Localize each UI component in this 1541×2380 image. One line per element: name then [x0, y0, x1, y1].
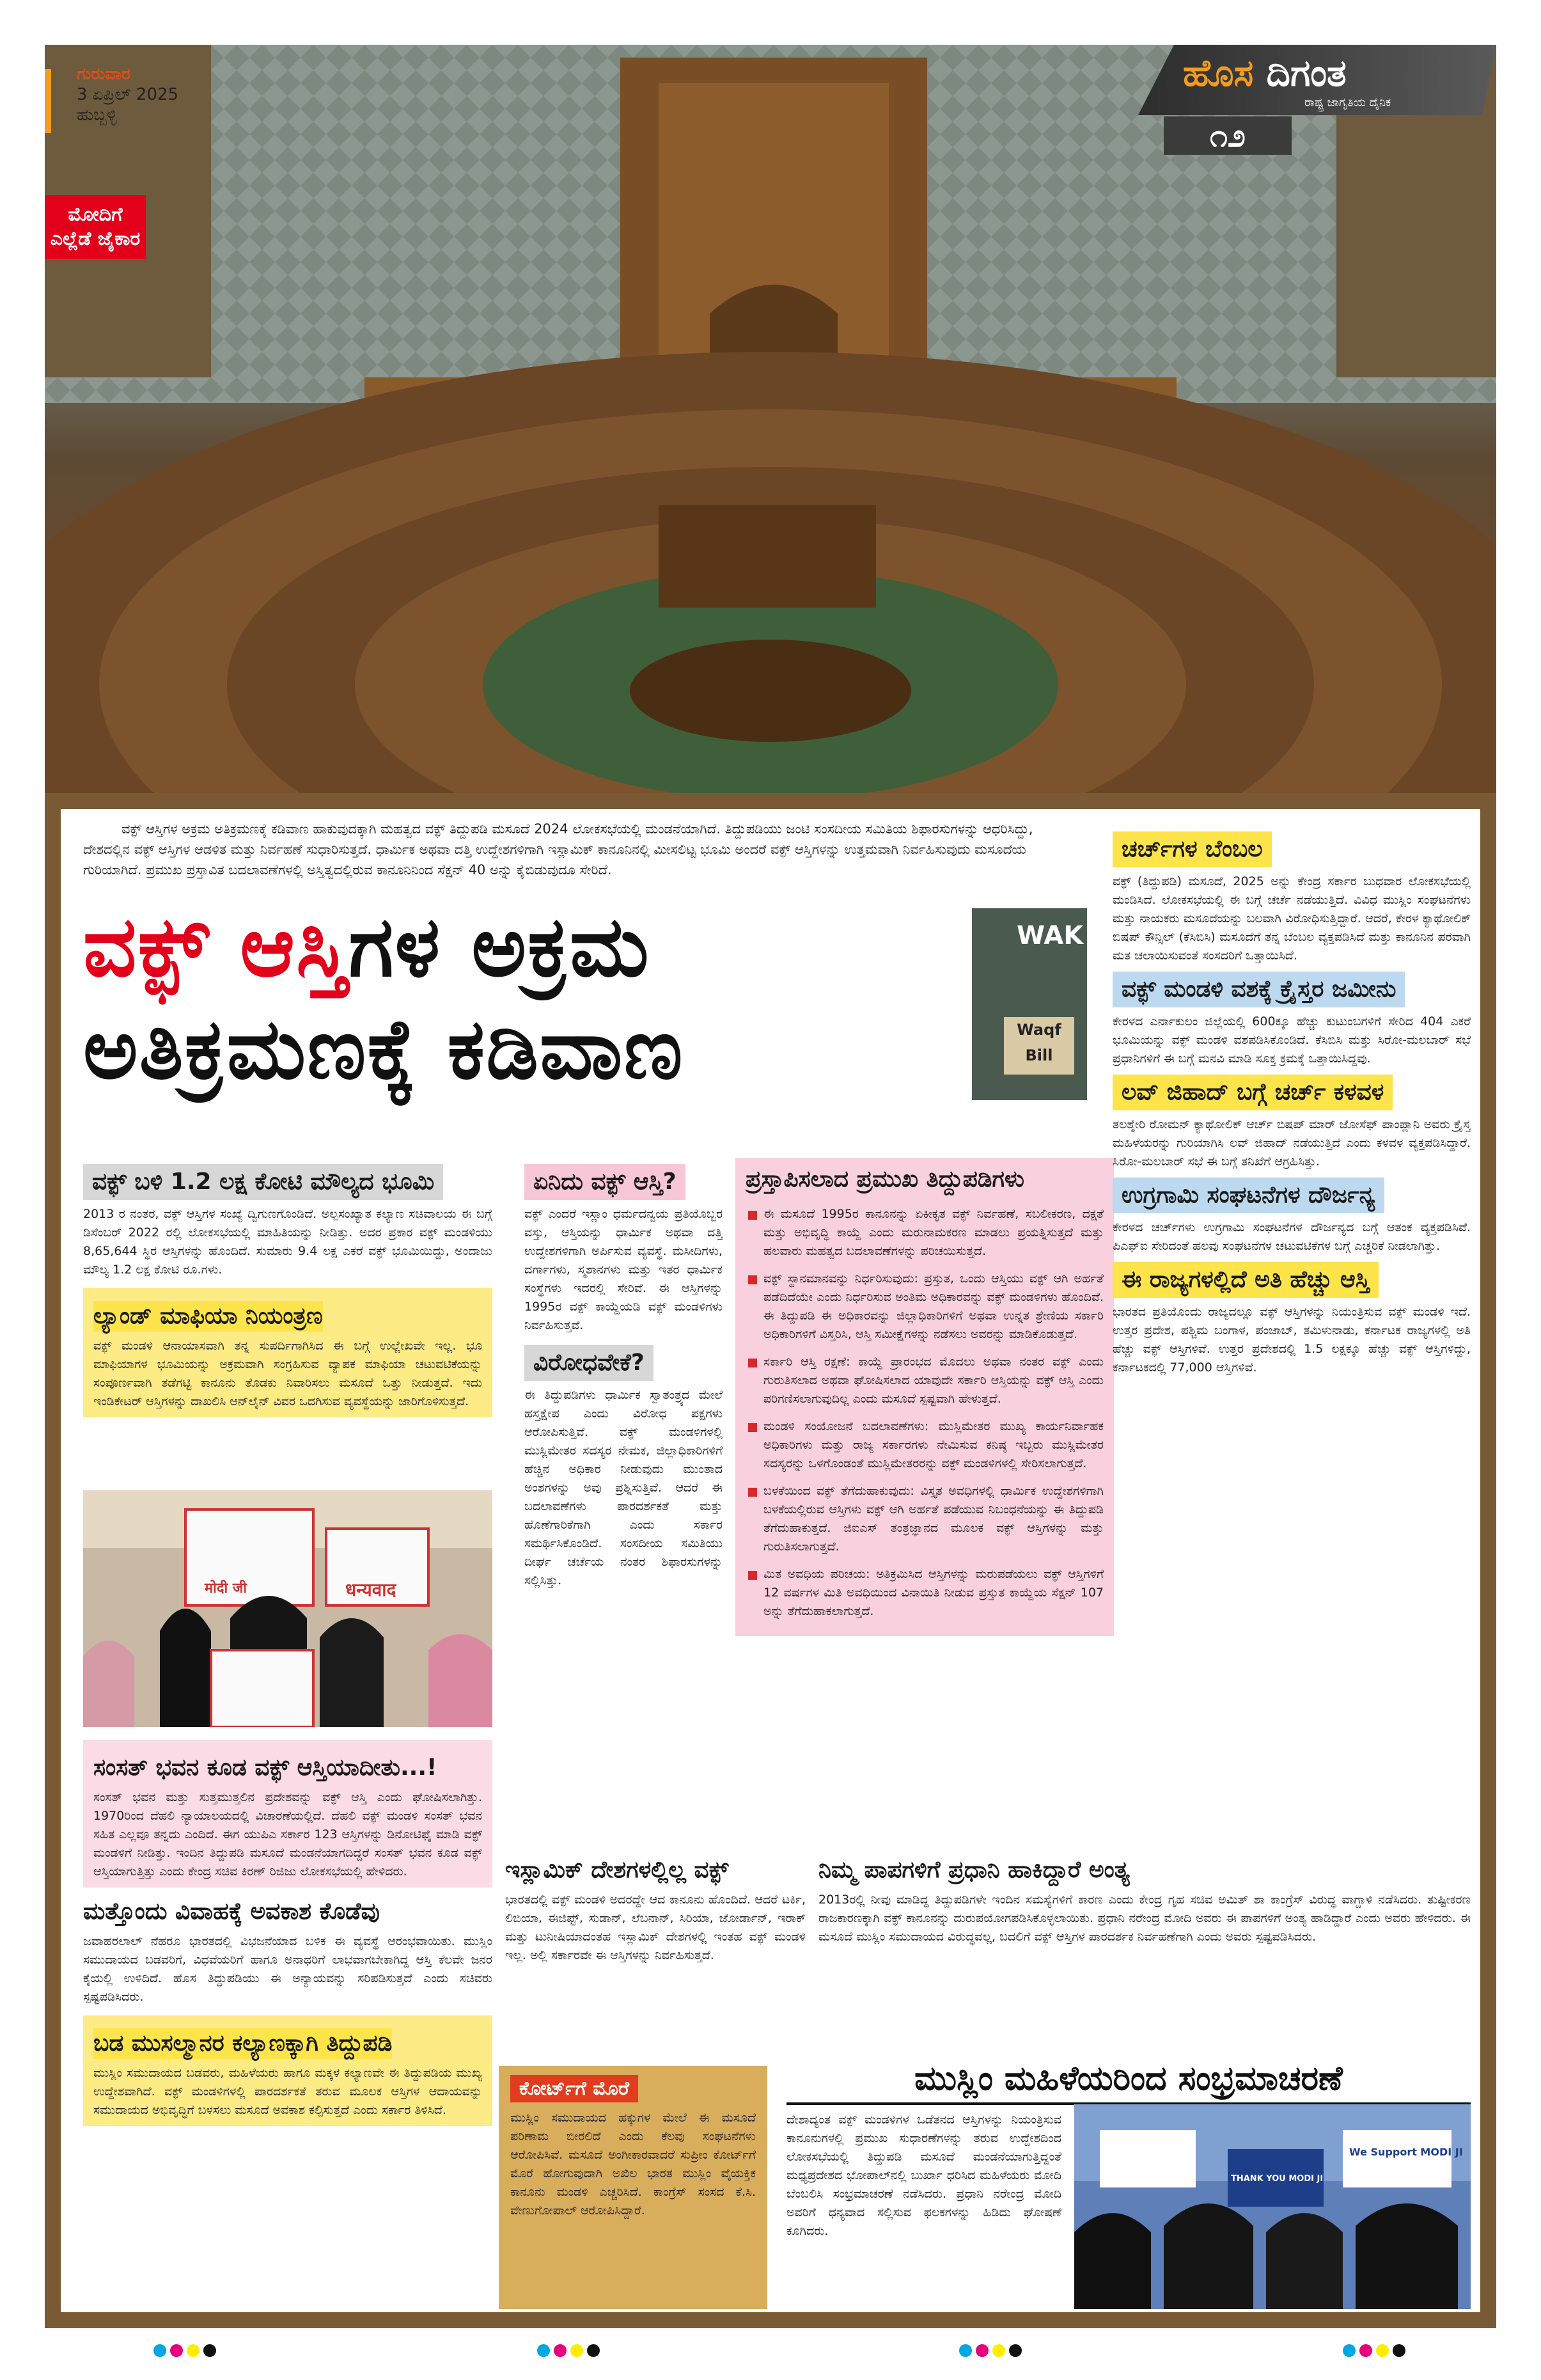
registration-dots-right: [1343, 2344, 1409, 2360]
placard-2-text: मोदी जी: [205, 1580, 247, 1596]
col1-s5-title: ಬಡ ಮುಸಲ್ಮಾನರ ಕಲ್ಯಾಣಕ್ಕಾಗಿ ತಿದ್ದುಪಡಿ: [93, 2028, 392, 2059]
right-s2-title: ವಕ್ಫ್ ಮಂಡಳಿ ವಶಕ್ಕೆ ಕ್ರೈಸ್ತರ ಜಮೀನು: [1113, 972, 1405, 1007]
right-s4-body: ಕೇರಳದ ಚರ್ಚ್‌ಗಳು ಉಗ್ರಗಾಮಿ ಸಂಘಟನೆಗಳ ದೌರ್ಜನ್ಯದ ಬಗ್ಗೆ ಆತಂಕ ವ್ಯಕ್ತಪಡಿಸಿವೆ. ಪಿಎಫ್‌ಐ ಸೇರಿದಂತೆ ಹಲವು ಸಂಘಟನೆಗಳ ಚಟುವಟಿಕೆಗಳ ಬಗ್ಗೆ ಎಚ್ಚರಿಕೆ ನೀಡಲಾಗಿತ್ತು.: [1113, 1220, 1471, 1253]
modi-title: ನಿಮ್ಮ ಪಾಪಗಳಿಗೆ ಪ್ರಧಾನಿ ಹಾಕಿದ್ದಾರೆ ಅಂತ್ಯ: [818, 1857, 1130, 1883]
waqf-img-label-3: Bill: [1025, 1046, 1053, 1064]
date-city: ಹುಬ್ಬಳ್ಳಿ: [77, 106, 117, 125]
waqf-bill-photo: [972, 908, 1087, 1100]
islamic-countries-section: [505, 1848, 806, 1965]
celebration-illustration: [1074, 2104, 1471, 2309]
date-value: 3 ಏಪ್ರಿಲ್ 2025: [77, 85, 179, 104]
amendment-item: ಈ ಮಸೂದೆ 1995ರ ಕಾನೂನನ್ನು ಏಕೀಕೃತ ವಕ್ಫ್ ನಿರ್ವಹಣೆ, ಸಬಲೀಕರಣ, ದಕ್ಷತೆ ಮತ್ತು ಅಭಿವೃದ್ಧಿ ಕಾಯ್ದೆ ಎಂದು ಮರುನಾಮಕರಣ ಮಾಡಲು ಪ್ರಯತ್ನಿಸುತ್ತದೆ ಮತ್ತು ಹಲವಾರು ಮಹತ್ವದ ಬದಲಾವಣೆಗಳನ್ನು ಪರಿಚಯಿಸುತ್ತದೆ.: [746, 1205, 1104, 1261]
registration-dots-mid-right: [959, 2344, 1026, 2360]
right-s1-title: ಚರ್ಚ್‌ಗಳ ಬೆಂಬಲ: [1113, 831, 1272, 867]
right-s2-body: ಕೇರಳದ ಎರ್ನಾಕುಲಂ ಜಿಲ್ಲೆಯಲ್ಲಿ 600ಕ್ಕೂ ಹೆಚ್ಚು ಕುಟುಂಬಗಳಿಗೆ ಸೇರಿದ 404 ಎಕರೆ ಭೂಮಿಯನ್ನು ವಕ್ಫ್ ಮಂಡಳಿ ವಶಪಡಿಸಿಕೊಂಡಿದೆ. ಕೆಸಿಬಿಸಿ ಮತ್ತು ಸಿರೋ-ಮಲಬಾರ್ ಸಭೆ ಪ್ರಧಾನಿಗಳಿಗೆ ಈ ಬಗ್ಗೆ ಮನವಿ ಮಾಡಿ ಸೂಕ್ತ ಕ್ರಮಕ್ಕೆ ಒತ್ತಾಯಿಸಿದ್ದವು.: [1113, 1014, 1471, 1066]
col1-s2-body: ವಕ್ಫ್ ಮಂಡಳಿ ಆನಾಯಾಸವಾಗಿ ತನ್ನ ಸುಪರ್ದಿಗಾಗಿಸಿದ ಈ ಬಗ್ಗೆ ಉಲ್ಲೇಖವೇ ಇಲ್ಲ. ಭೂ ಮಾಫಿಯಾಗಳ ಭೂಮಿಯನ್ನು ಅಕ್ರಮವಾಗಿ ಸಂಗ್ರಹಿಸುವ ವ್ಯಾಪಕ ಮಾಫಿಯಾ ಚಟುವಟಿಕೆಯನ್ನು ಸಂಪೂರ್ಣವಾಗಿ ತಡೆಗಟ್ಟಿ ಕಾನೂನು ತೊಡಕು ನಿವಾರಿಸಲು ಮಸೂದೆ ಒತ್ತು ನೀಡುತ್ತದೆ. ಇದು ಇಂಡಿಕೇಟರ್ ಆಸ್ತಿಗಳನ್ನು ದಾಖಲಿಸಿ ಆನ್‌ಲೈನ್ ವಿವರ ಒದಗಿಸುವ ವ್ಯವಸ್ಥೆಯನ್ನು ಜಾರಿಗೊಳಿಸುತ್ತದೆ.: [93, 1339, 482, 1408]
court-title: ಕೋರ್ಟ್‌ಗೆ ಮೊರೆ: [510, 2075, 638, 2102]
dot-magenta: [170, 2344, 183, 2357]
amendment-item: ಮಿತ ಅವಧಿಯ ಪರಿಚಯ: ಅತಿಕ್ರಮಿಸಿದ ಆಸ್ತಿಗಳನ್ನು ಮರುಪಡೆಯಲು ವಕ್ಫ್ ಆಸ್ತಿಗಳಿಗೆ 12 ವರ್ಷಗಳ ಮಿತಿ ಅವಧಿಯಿಂದ ವಿನಾಯಿತಿ ನೀಡುವ ಪ್ರಸ್ತುತ ಕಾಯ್ದೆಯ ಸೆಕ್ಷನ್ 107 ಅನ್ನು ತೆಗೆದುಹಾಕಲಾಗುತ್ತದೆ.: [746, 1565, 1104, 1621]
right-s5-body: ಭಾರತದ ಪ್ರತಿಯೊಂದು ರಾಜ್ಯದಲ್ಲೂ ವಕ್ಫ್ ಆಸ್ತಿಗಳನ್ನು ನಿಯಂತ್ರಿಸುವ ವಕ್ಫ್ ಮಂಡಳಿ ಇದೆ. ಉತ್ತರ ಪ್ರದೇಶ, ಪಶ್ಚಿಮ ಬಂಗಾಳ, ಪಂಜಾಬ್, ತಮಿಳುನಾಡು, ಕರ್ನಾಟಕ ರಾಜ್ಯಗಳಲ್ಲಿ ಅತಿ ಹೆಚ್ಚು ವಕ್ಫ್ ಆಸ್ತಿಗಳಿವೆ. ಉತ್ತರ ಪ್ರದೇಶದಲ್ಲಿ 1.5 ಲಕ್ಷಕ್ಕೂ ಹೆಚ್ಚು ವಕ್ಫ್ ಆಸ್ತಿಗಳಿದ್ದು, ಕರ್ನಾಟಕದಲ್ಲಿ 77,000 ಆಸ್ತಿಗಳಿವೆ.: [1113, 1305, 1471, 1375]
col1-s3-title: ಸಂಸತ್ ಭವನ ಕೂಡ ವಕ್ಫ್ ಆಸ್ತಿಯಾದೀತು...!: [93, 1754, 437, 1781]
right-s5-title: ಈ ರಾಜ್ಯಗಳಲ್ಲಿದೆ ಅತಿ ಹೆಚ್ಚು ಆಸ್ತಿ: [1113, 1262, 1379, 1298]
hero-photo-parliament: [45, 45, 1496, 793]
col1-s5-body: ಮುಸ್ಲಿಂ ಸಮುದಾಯದ ಬಡವರು, ಮಹಿಳೆಯರು ಹಾಗೂ ಮಕ್ಕಳ ಕಲ್ಯಾಣವೇ ಈ ತಿದ್ದುಪಡಿಯ ಮುಖ್ಯ ಉದ್ದೇಶವಾಗಿದೆ. ವಕ್ಫ್ ಮಂಡಳಿಗಳಲ್ಲಿ ಪಾರದರ್ಶಕತೆ ತರುವ ಮೂಲಕ ಆಸ್ತಿಗಳ ಆದಾಯವನ್ನು ಸಮುದಾಯದ ಅಭಿವೃದ್ಧಿಗೆ ಬಳಸಲು ಮಸೂದೆ ಅವಕಾಶ ಕಲ್ಪಿಸುತ್ತದೆ ಎಂದು ಸರ್ಕಾರ ತಿಳಿಸಿದೆ.: [93, 2066, 482, 2117]
logo-first: ಹೊಸ: [1183, 51, 1254, 95]
date-day: ಗುರುವಾರ: [77, 65, 130, 84]
logo-rest: ದಿಗಂತ: [1253, 51, 1347, 95]
col1-s4-body: ಜವಾಹರಲಾಲ್ ನೆಹರೂ ಭಾರತದಲ್ಲಿ ವಿಭಜನೆಯಾದ ಬಳಿಕ ಈ ವ್ಯವಸ್ಥೆ ಆರಂಭವಾಯಿತು. ಮುಸ್ಲಿಂ ಸಮುದಾಯದ ಬಡವರಿಗೆ, ವಿಧವೆಯರಿಗೆ ಹಾಗೂ ಅನಾಥರಿಗೆ ಲಾಭವಾಗಬೇಕಾಗಿದ್ದ ಆಸ್ತಿ ಕೆಲವೇ ಜನರ ಕೈಯಲ್ಲಿ ಉಳಿದಿದೆ. ಹೊಸ ತಿದ್ದುಪಡಿಯು ಈ ಅನ್ಯಾಯವನ್ನು ಸರಿಪಡಿಸುತ್ತದೆ ಎಂದು ಸಚಿವರು ಸ್ಪಷ್ಟಪಡಿಸಿದರು.: [83, 1934, 492, 2004]
dot-magenta: [1359, 2344, 1372, 2357]
dot-yellow: [1376, 2344, 1389, 2357]
column-3-amendments: [735, 1158, 1114, 1636]
col2-s2-body: ಈ ತಿದ್ದುಪಡಿಗಳು ಧಾರ್ಮಿಕ ಸ್ವಾತಂತ್ರ್ಯದ ಮೇಲೆ ಹಸ್ತಕ್ಷೇಪ ಎಂದು ವಿರೋಧ ಪಕ್ಷಗಳು ಆರೋಪಿಸುತ್ತಿವೆ. ವಕ್ಫ್ ಮಂಡಳಿಗಳಲ್ಲಿ ಮುಸ್ಲಿಮೇತರ ಸದಸ್ಯರ ನೇಮಕ, ಜಿಲ್ಲಾಧಿಕಾರಿಗಳಿಗೆ ಹೆಚ್ಚಿನ ಅಧಿಕಾರ ನೀಡುವುದು ಮುಂತಾದ ಅಂಶಗಳನ್ನು ಅವು ಪ್ರಶ್ನಿಸುತ್ತಿವೆ. ಆದರೆ ಈ ಬದಲಾವಣೆಗಳು ಪಾರದರ್ಶಕತೆ ಮತ್ತು ಹೊಣೆಗಾರಿಕೆಗಾಗಿ ಎಂದು ಸರ್ಕಾರ ಸಮರ್ಥಿಸಿಕೊಂಡಿದೆ. ಸಂಸದೀಯ ಸಮಿತಿಯು ದೀರ್ಘ ಚರ್ಚೆಯ ನಂತರ ಶಿಫಾರಸುಗಳನ್ನು ಸಲ್ಲಿಸಿತ್ತು.: [524, 1388, 723, 1588]
islamic-body: ಭಾರತದಲ್ಲಿ ವಕ್ಫ್ ಮಂಡಳಿ ಅದರದ್ದೇ ಆದ ಕಾನೂನು ಹೊಂದಿದೆ. ಆದರೆ ಟರ್ಕಿ, ಲಿಬಿಯಾ, ಈಜಿಪ್ಟ್, ಸುಡಾನ್, ಲೆಬನಾನ್, ಸಿರಿಯಾ, ಜೋರ್ಡಾನ್, ಇರಾಕ್ ಮತ್ತು ಟುನೀಷಿಯಾದಂತಹ ಇಸ್ಲಾಮಿಕ್ ದೇಶಗಳಲ್ಲಿ ಇಂತಹ ವಕ್ಫ್ ಮಂಡಳಿ ಇಲ್ಲ. ಅಲ್ಲಿ ಸರ್ಕಾರವೇ ಈ ಆಸ್ತಿಗಳನ್ನು ನಿರ್ವಹಿಸುತ್ತದೆ.: [505, 1893, 806, 1962]
registration-dots-left: [153, 2344, 220, 2360]
dot-yellow: [570, 2344, 583, 2357]
protest-photo: [83, 1490, 492, 1727]
column-2: [524, 1158, 723, 1590]
dot-magenta: [554, 2344, 567, 2357]
waqf-img-label-2: Waqf: [1017, 1021, 1061, 1039]
headline-line1: ಗಳ ಅಕ್ರಮ: [348, 898, 650, 995]
intro-paragraph: ವಕ್ಫ್ ಆಸ್ತಿಗಳ ಅಕ್ರಮ ಅತಿಕ್ರಮಣಕ್ಕೆ ಕಡಿವಾಣ ಹಾಕುವುದಕ್ಕಾಗಿ ಮಹತ್ವದ ವಕ್ಫ್ ತಿದ್ದುಪಡಿ ಮಸೂದೆ 2024 ಲೋಕಸಭೆಯಲ್ಲಿ ಮಂಡನೆಯಾಗಿದೆ. ತಿದ್ದುಪಡಿಯು ಜಂಟಿ ಸಂಸದೀಯ ಸಮಿತಿಯ ಶಿಫಾರಸುಗಳನ್ನು ಆಧರಿಸಿದ್ದು, ದೇಶದಲ್ಲಿನ ವಕ್ಫ್ ಆಸ್ತಿಗಳ ಆಡಳಿತ ಮತ್ತು ನಿರ್ವಹಣೆ ಸುಧಾರಿಸುತ್ತದೆ. ಧಾರ್ಮಿಕ ಅಥವಾ ದತ್ತಿ ಉದ್ದೇಶಗಳಿಗಾಗಿ ಇಸ್ಲಾಮಿಕ್ ಕಾನೂನಿನಲ್ಲಿ ಮೀಸಲಿಟ್ಟ ಭೂಮಿ ಅಂದರೆ ವಕ್ಫ್ ಆಸ್ತಿಗಳನ್ನು ಉತ್ತಮವಾಗಿ ನಿರ್ವಹಿಸುವುದು ಮಸೂದೆಯ ಗುರಿಯಾಗಿದೆ. ಪ್ರಮುಖ ಪ್ರಸ್ತಾವಿತ ಬದಲಾವಣೆಗಳಲ್ಲಿ ಅಸ್ತಿತ್ವದಲ್ಲಿರುವ ಕಾನೂನಿನಿಂದ ಸೆಕ್ಷನ್ 40 ಅನ್ನು ಕೈಬಿಡುವುದೂ ಸೇರಿದೆ.: [83, 821, 1033, 878]
court-body: ಮುಸ್ಲಿಂ ಸಮುದಾಯದ ಹಕ್ಕುಗಳ ಮೇಲೆ ಈ ಮಸೂದೆ ಪರಿಣಾಮ ಬೀರಲಿದೆ ಎಂದು ಕೆಲವು ಸಂಘಟನೆಗಳು ಆರೋಪಿಸಿವೆ. ಮಸೂದೆ ಅಂಗೀಕಾರವಾದರೆ ಸುಪ್ರೀಂ ಕೋರ್ಟ್‌ಗೆ ಮೊರೆ ಹೋಗುವುದಾಗಿ ಅಖಿಲ ಭಾರತ ಮುಸ್ಲಿಂ ವೈಯಕ್ತಿಕ ಕಾನೂನು ಮಂಡಳಿ ಎಚ್ಚರಿಸಿದೆ. ಕಾಂಗ್ರೆಸ್ ಸಂಸದ ಕೆ.ಸಿ. ವೇಣುಗೋಪಾಲ್ ಆರೋಪಿಸಿದ್ದಾರೆ.: [510, 2111, 756, 2218]
waqf-img-label-1: WAK: [1017, 921, 1084, 950]
dot-black: [587, 2344, 600, 2357]
masthead: [1138, 45, 1496, 154]
col1-s2-title: ಲ್ಯಾಂಡ್ ಮಾಫಿಯಾ ನಿಯಂತ್ರಣ: [93, 1301, 323, 1332]
col2-s2-title: ವಿರೋಧವೇಕೆ?: [524, 1345, 653, 1381]
right-s3-body: ತಲಶ್ಶೇರಿ ರೋಮನ್ ಕ್ಯಾಥೋಲಿಕ್ ಆರ್ಚ್ ಬಿಷಪ್ ಮಾರ್ ಜೋಸೆಫ್ ಪಾಂಪ್ಲಾನಿ ಅವರು ಕ್ರೈಸ್ತ ಮಹಿಳೆಯರನ್ನು ಗುರಿಯಾಗಿಸಿ ಲವ್ ಜಿಹಾದ್ ನಡೆಯುತ್ತಿದೆ ಎಂದು ಕಳವಳ ವ್ಯಕ್ತಪಡಿಸಿದ್ದಾರೆ. ಸಿರೋ-ಮಲಬಾರ್ ಸಭೆ ಈ ಬಗ್ಗೆ ತನಿಖೆಗೆ ಆಗ್ರಹಿಸಿತ್ತು.: [1113, 1117, 1471, 1169]
headline-line2: ಅತಿಕ್ರಮಣಕ್ಕೆ ಕಡಿವಾಣ: [83, 1000, 684, 1098]
col3-title: ಪ್ರಸ್ತಾಪಿಸಲಾದ ಪ್ರಮುಖ ತಿದ್ದುಪಡಿಗಳು: [746, 1166, 1024, 1192]
banner-1-text: We Support MODI JI: [1349, 2146, 1463, 2158]
islamic-title: ಇಸ್ಲಾಮಿಕ್ ದೇಶಗಳಲ್ಲಿಲ್ಲ ವಕ್ಫ್: [505, 1857, 729, 1883]
masthead-tagline: ರಾಷ್ಟ್ರ ಜಾಗೃತಿಯ ದೈನಿಕ: [1304, 96, 1391, 109]
waqf-bill-sign: [1004, 1017, 1074, 1075]
muslim-women-headline: ಮುಸ್ಲಿಂ ಮಹಿಳೆಯರಿಂದ ಸಂಭ್ರಮಾಚರಣೆ: [786, 2060, 1471, 2105]
registration-dots-mid-left: [537, 2344, 604, 2360]
banner-2-text: THANK YOU MODI JI: [1231, 2174, 1324, 2184]
col1-parliament-box: [83, 1740, 492, 1887]
muslim-women-body: ದೇಶಾದ್ಯಂತ ವಕ್ಫ್ ಮಂಡಳಿಗಳ ಒಡೆತನದ ಆಸ್ತಿಗಳನ್ನು ನಿಯಂತ್ರಿಸುವ ಕಾನೂನುಗಳಲ್ಲಿ ಪ್ರಮುಖ ಸುಧಾರಣೆಗಳನ್ನು ತರುವ ಉದ್ದೇಶದಿಂದ ಲೋಕಸಭೆಯಲ್ಲಿ ತಿದ್ದುಪಡಿ ಮಸೂದೆ ಮಂಡನೆಯಾಗುತ್ತಿದ್ದಂತೆ ಮಧ್ಯಪ್ರದೇಶದ ಭೋಪಾಲ್‌ನಲ್ಲಿ ಬುರ್ಖಾ ಧರಿಸಿದ ಮಹಿಳೆಯರು ಮೋದಿ ಬೆಂಬಲಿಸಿ ಸಂಭ್ರಮಾಚರಣೆ ನಡೆಸಿದರು. ಪ್ರಧಾನಿ ನರೇಂದ್ರ ಮೋದಿ ಅವರಿಗೆ ಧನ್ಯವಾದ ಸಲ್ಲಿಸುವ ಫಲಕಗಳನ್ನು ಹಿಡಿದು ಘೋಷಣೆ ಕೂಗಿದರು.: [786, 2113, 1061, 2238]
dot-cyan: [1343, 2344, 1356, 2357]
col2-s1-body: ವಕ್ಫ್ ಎಂದರೆ ಇಸ್ಲಾಂ ಧರ್ಮದನ್ವಯ ಪ್ರತಿಯೊಬ್ಬರ ವಸ್ತು, ಆಸ್ತಿಯನ್ನು ಧಾರ್ಮಿಕ ಅಥವಾ ದತ್ತಿ ಉದ್ದೇಶಗಳಿಗಾಗಿ ಅರ್ಪಿಸುವ ವ್ಯವಸ್ಥೆ. ಮಸೀದಿಗಳು, ದರ್ಗಾಗಳು, ಸ್ಮಶಾನಗಳು ಮತ್ತು ಇತರ ಧಾರ್ಮಿಕ ಸಂಸ್ಥೆಗಳು ಇದರಲ್ಲಿ ಸೇರಿವೆ. ಈ ಆಸ್ತಿಗಳನ್ನು 1995ರ ವಕ್ಫ್ ಕಾಯ್ದೆಯಡಿ ವಕ್ಫ್ ಮಂಡಳಿಗಳು ನಿರ್ವಹಿಸುತ್ತವೆ.: [524, 1207, 723, 1332]
modi-section: [818, 1848, 1471, 1946]
masthead-logo: [1183, 51, 1347, 95]
celebration-photo: [1074, 2104, 1471, 2309]
side-tag: ಮೋದಿಗೆ ಎಲ್ಲೆಡೆ ಜೈಕಾರ: [45, 195, 146, 259]
amendment-item: ಸರ್ಕಾರಿ ಆಸ್ತಿ ರಕ್ಷಣೆ: ಕಾಯ್ದೆ ಪ್ರಾರಂಭದ ಮೊದಲು ಅಥವಾ ನಂತರ ವಕ್ಫ್ ಎಂದು ಗುರುತಿಸಲಾದ ಅಥವಾ ಘೋಷಿಸಲಾದ ಯಾವುದೇ ಸರ್ಕಾರಿ ಆಸ್ತಿಯನ್ನು ವಕ್ಫ್ ಆಸ್ತಿ ಎಂದು ಪರಿಗಣಿಸಲಾಗುವುದಿಲ್ಲ ಎಂದು ಮಸೂದೆ ಸ್ಪಷ್ಟವಾಗಿ ಹೇಳುತ್ತದೆ.: [746, 1353, 1104, 1408]
amendment-item: ಮಂಡಳಿ ಸಂಯೋಜನೆ ಬದಲಾವಣೆಗಳು: ಮುಸ್ಲಿಮೇತರ ಮುಖ್ಯ ಕಾರ್ಯನಿರ್ವಾಹಕ ಅಧಿಕಾರಿಗಳು ಮತ್ತು ರಾಜ್ಯ ಸರ್ಕಾರಗಳು ನೇಮಿಸುವ ಕನಿಷ್ಠ ಇಬ್ಬರು ಮುಸ್ಲಿಮೇತರ ಸದಸ್ಯರನ್ನು ಒಳಗೊಂಡಂತೆ ಮುಸ್ಲಿಮೇತರರನ್ನು ವಕ್ಫ್ ಮಂಡಳಿಗಳಲ್ಲಿ ಸೇರಿಸಲಾಗುತ್ತದೆ.: [746, 1417, 1104, 1473]
page-number: ೧೨: [1164, 116, 1292, 155]
dot-black: [1009, 2344, 1022, 2357]
date-block: [45, 64, 211, 125]
col1-welfare-box: [83, 2015, 492, 2126]
col1-s4-title: ಮತ್ತೊಂದು ವಿವಾಹಕ್ಕೆ ಅವಕಾಶ ಕೊಡೆವು: [83, 1898, 380, 1925]
right-s3-title: ಲವ್ ಜಿಹಾದ್ ಬಗ್ಗೆ ಚರ್ಚ್ ಕಳವಳ: [1113, 1075, 1393, 1110]
modi-body: 2013ರಲ್ಲಿ ನೀವು ಮಾಡಿದ್ದ ತಿದ್ದುಪಡಿಗಳೇ ಇಂದಿನ ಸಮಸ್ಯೆಗಳಿಗೆ ಕಾರಣ ಎಂದು ಕೇಂದ್ರ ಗೃಹ ಸಚಿವ ಅಮಿತ್ ಶಾ ಕಾಂಗ್ರೆಸ್ ವಿರುದ್ಧ ವಾಗ್ದಾಳಿ ನಡೆಸಿದರು. ತುಷ್ಟೀಕರಣ ರಾಜಕಾರಣಕ್ಕಾಗಿ ವಕ್ಫ್ ಕಾನೂನನ್ನು ದುರುಪಯೋಗಪಡಿಸಿಕೊಳ್ಳಲಾಯಿತು. ಪ್ರಧಾನಿ ನರೇಂದ್ರ ಮೋದಿ ಅವರು ಈ ಪಾಪಗಳಿಗೆ ಅಂತ್ಯ ಹಾಡಿದ್ದಾರೆ ಎಂದು ಅವರು ಹೇಳಿದರು. ಈ ಮಸೂದೆ ಮುಸ್ಲಿಂ ಸಮುದಾಯದ ವಿರುದ್ಧವಲ್ಲ, ಬದಲಿಗೆ ವಕ್ಫ್ ಆಸ್ತಿಗಳ ಪಾರದರ್ಶಕ ನಿರ್ವಹಣೆಗಾಗಿ ಎಂದು ಅವರು ಸ್ಪಷ್ಟಪಡಿಸಿದರು.: [818, 1893, 1471, 1944]
right-s4-title: ಉಗ್ರಗಾಮಿ ಸಂಘಟನೆಗಳ ದೌರ್ಜನ್ಯ: [1113, 1178, 1384, 1213]
dot-black: [203, 2344, 216, 2357]
placard-1-text: धन्यवाद: [345, 1579, 396, 1600]
column-1-lower: [83, 1740, 492, 2126]
court-box: [499, 2066, 767, 2309]
col1-s3-body: ಸಂಸತ್ ಭವನ ಮತ್ತು ಸುತ್ತಮುತ್ತಲಿನ ಪ್ರದೇಶವನ್ನು ವಕ್ಫ್ ಆಸ್ತಿ ಎಂದು ಘೋಷಿಸಲಾಗಿತ್ತು. 1970ರಿಂದ ದೆಹಲಿ ನ್ಯಾಯಾಲಯದಲ್ಲಿ ವಿಚಾರಣೆಯಲ್ಲಿದೆ. ದೆಹಲಿ ವಕ್ಫ್ ಮಂಡಳಿ ಸಂಸತ್ ಭವನ ಸಹಿತ ಎಲ್ಲವೂ ತನ್ನದು ಎಂದಿದೆ. ಈಗ ಯುಪಿಎ ಸರ್ಕಾರ 123 ಆಸ್ತಿಗಳನ್ನು ಡಿನೋಟಿಫೈ ಮಾಡಿ ವಕ್ಫ್ ಮಂಡಳಿಗೆ ನೀಡಿತ್ತು. ಇಂದಿನ ತಿದ್ದುಪಡಿ ಮಸೂದೆ ಮಂಡನೆಯಾಗದಿದ್ದರೆ ಸಂಸತ್ ಭವನ ಕೂಡ ವಕ್ಫ್ ಆಸ್ತಿಯಾಗುತ್ತಿತ್ತು ಎಂದು ಕೇಂದ್ರ ಸಚಿವ ಕಿರಣ್ ರಿಜಿಜು ಲೋಕಸಭೆಯಲ್ಲಿ ಹೇಳಿದರು.: [93, 1790, 482, 1879]
right-column: [1113, 825, 1471, 1377]
column-1: [83, 1158, 492, 1417]
col2-s1-title: ಏನಿದು ವಕ್ಫ್ ಆಸ್ತಿ?: [524, 1164, 685, 1200]
dot-yellow: [187, 2344, 199, 2357]
dot-yellow: [992, 2344, 1005, 2357]
headline-red: ವಕ್ಫ್ ಆಸ್ತಿ: [83, 898, 349, 995]
col1-s1-title: ವಕ್ಫ್ ಬಳಿ 1.2 ಲಕ್ಷ ಕೋಟಿ ಮೌಲ್ಯದ ಭೂಮಿ: [83, 1164, 443, 1200]
dot-magenta: [976, 2344, 989, 2357]
dot-black: [1393, 2344, 1405, 2357]
amendment-item: ಬಳಕೆಯಿಂದ ವಕ್ಫ್ ತೆಗೆದುಹಾಕುವುದು: ವಿಸ್ತೃತ ಅವಧಿಗಳಲ್ಲಿ ಧಾರ್ಮಿಕ ಉದ್ದೇಶಗಳಿಗಾಗಿ ಬಳಕೆಯಲ್ಲಿರುವ ಆಸ್ತಿಗಳು ವಕ್ಫ್ ಆಗಿ ಅರ್ಹತೆ ಪಡೆಯುವ ನಿಬಂಧನೆಯನ್ನು ಈ ತಿದ್ದುಪಡಿ ತೆಗೆದುಹಾಕುತ್ತದೆ. ಜಿಐಎಸ್ ತಂತ್ರಜ್ಞಾನದ ಮೂಲಕ ವಕ್ಫ್ ಆಸ್ತಿಗಳನ್ನು ಮತ್ತು ಗುರುತಿಸಲಾಗುತ್ತದೆ.: [746, 1482, 1104, 1556]
right-s1-body: ವಕ್ಫ್ (ತಿದ್ದುಪಡಿ) ಮಸೂದೆ, 2025 ಅನ್ನು ಕೇಂದ್ರ ಸರ್ಕಾರ ಬುಧವಾರ ಲೋಕಸಭೆಯಲ್ಲಿ ಮಂಡಿಸಿದೆ. ಲೋಕಸಭೆಯಲ್ಲಿ ಈ ಬಗ್ಗೆ ಚರ್ಚೆ ನಡೆಯುತ್ತಿದೆ. ವಿವಿಧ ಮುಸ್ಲಿಂ ಸಂಘಟನೆಗಳು ಮತ್ತು ನಾಯಕರು ಮಸೂದೆಯನ್ನು ಬಲವಾಗಿ ವಿರೋಧಿಸುತ್ತಿದ್ದಾರೆ. ಆದರೆ, ಕೇರಳ ಕ್ಯಾಥೋಲಿಕ್ ಬಿಷಪ್ ಕೌನ್ಸಿಲ್ (ಕೆಸಿಬಿಸಿ) ಮಸೂದೆಗೆ ತನ್ನ ಬೆಂಬಲ ವ್ಯಕ್ತಪಡಿಸಿದೆ ಮತ್ತು ಕಾನೂನಿನ ಪರವಾಗಿ ಮತ ಚಲಾಯಿಸುವಂತೆ ಸಂಸದರಿಗೆ ಒತ್ತಾಯಿಸಿದೆ.: [1113, 874, 1471, 963]
protest-illustration: [83, 1490, 492, 1727]
col1-land-mafia-box: [83, 1288, 492, 1417]
parliament-chamber-illustration: [45, 45, 1496, 793]
dot-cyan: [537, 2344, 550, 2357]
dot-cyan: [153, 2344, 166, 2357]
col1-s1-body: 2013 ರ ನಂತರ, ವಕ್ಫ್ ಆಸ್ತಿಗಳ ಸಂಖ್ಯೆ ದ್ವಿಗುಣಗೊಂಡಿದೆ. ಅಲ್ಪಸಂಖ್ಯಾತ ಕಲ್ಯಾಣ ಸಚಿವಾಲಯ ಈ ಬಗ್ಗೆ ಡಿಸೆಂಬರ್ 2022 ರಲ್ಲಿ ಲೋಕಸಭೆಯಲ್ಲಿ ಮಾಹಿತಿಯನ್ನು ನೀಡಿತ್ತು. ಅದರ ಪ್ರಕಾರ ವಕ್ಫ್ ಮಂಡಳಿಯು 8,65,644 ಸ್ಥಿರ ಆಸ್ತಿಗಳನ್ನು ಹೊಂದಿದೆ. ಸುಮಾರು 9.4 ಲಕ್ಷ ಎಕರೆ ವಕ್ಫ್ ಭೂಮಿಯಿದ್ದು, ಅಂದಾಜು ಮೌಲ್ಯ 1.2 ಲಕ್ಷ ಕೋಟಿ ರೂ.ಗಳು.: [83, 1207, 492, 1277]
dot-cyan: [959, 2344, 972, 2357]
amendment-item: ವಕ್ಫ್ ಸ್ಥಾನಮಾನವನ್ನು ನಿರ್ಧರಿಸುವುದು: ಪ್ರಸ್ತುತ, ಒಂದು ಆಸ್ತಿಯು ವಕ್ಫ್ ಆಗಿ ಅರ್ಹತೆ ಪಡೆದಿದೆಯೇ ಎಂದು ನಿರ್ಧರಿಸುವ ಅಂತಿಮ ಅಧಿಕಾರವನ್ನು ವಕ್ಫ್ ಮಂಡಳಿಗಳು ಹೊಂದಿವೆ. ಈ ತಿದ್ದುಪಡಿ ಈ ಅಧಿಕಾರವನ್ನು ಜಿಲ್ಲಾಧಿಕಾರಿಗಳಿಗೆ ಅಥವಾ ಉನ್ನತ ಶ್ರೇಣಿಯ ಸರ್ಕಾರಿ ಅಧಿಕಾರಿಗಳಿಗೆ ವಿಸ್ತರಿಸಿ, ಆಸ್ತಿ ಸಮೀಕ್ಷೆಗಳನ್ನು ನಡೆಸಲು ಅವರನ್ನು ಮಾಡಿಕೊಡುತ್ತದೆ.: [746, 1270, 1104, 1344]
main-headline: [83, 895, 966, 1100]
